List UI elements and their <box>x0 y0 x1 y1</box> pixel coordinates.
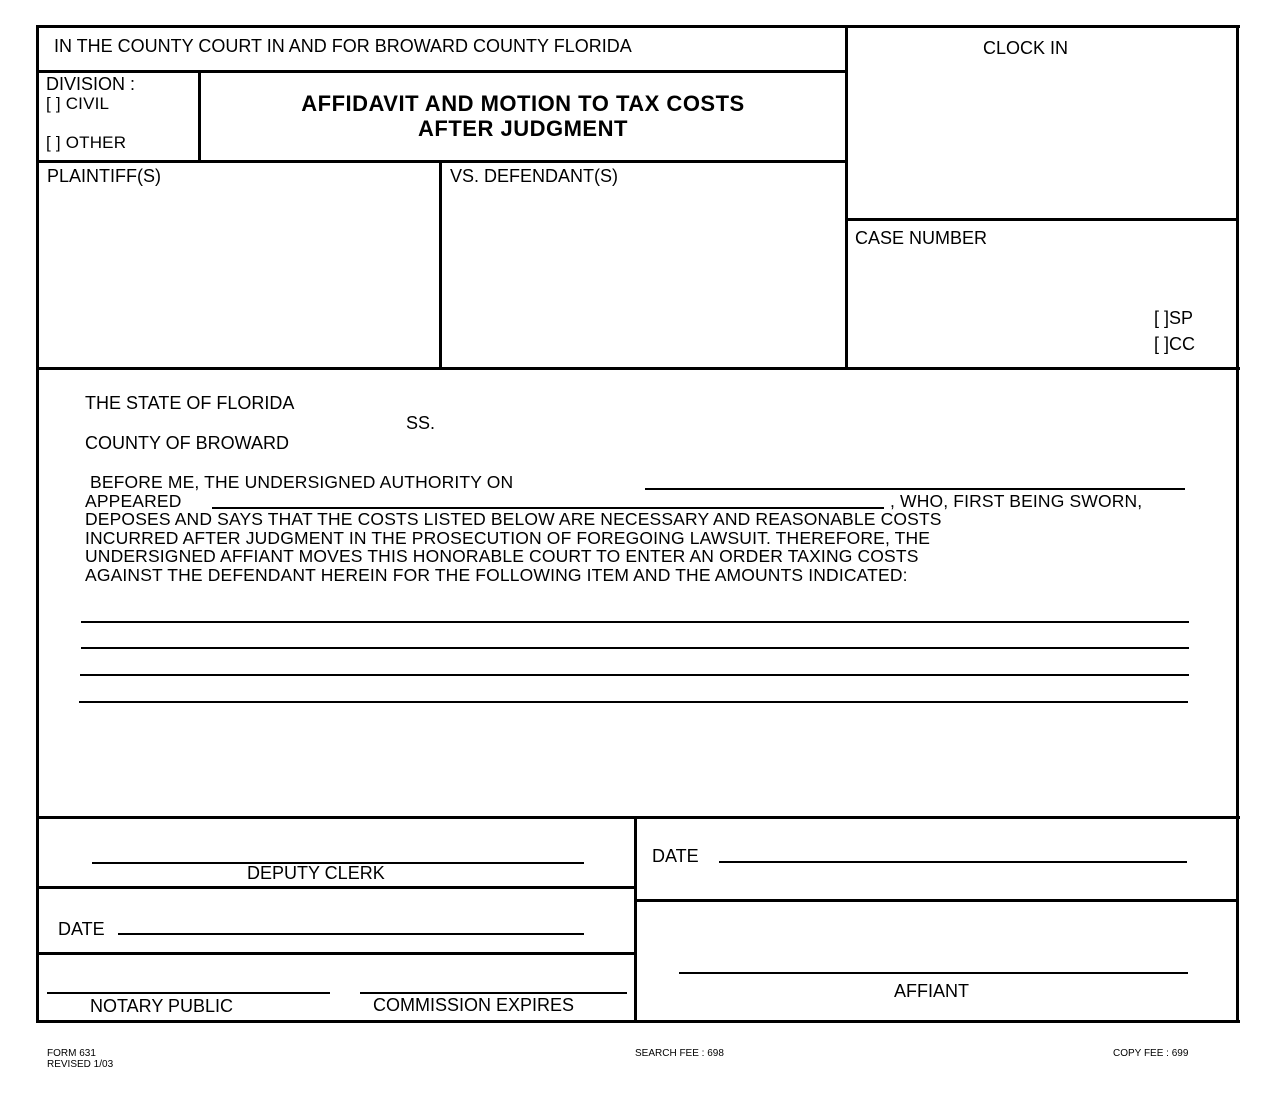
signature-section-top-divider <box>36 816 1240 819</box>
date-left-field[interactable] <box>118 933 584 935</box>
form-title-line-2: AFTER JUDGMENT <box>418 116 628 141</box>
deputy-clerk-bottom-divider <box>36 886 637 889</box>
affidavit-line-1-text: BEFORE ME, THE UNDERSIGNED AUTHORITY ON <box>90 472 514 492</box>
case-number-field[interactable] <box>852 252 1142 302</box>
form-title <box>202 91 844 141</box>
signature-center-divider <box>634 816 637 1023</box>
court-heading: IN THE COUNTY COURT IN AND FOR BROWARD COUNTY FLORIDA <box>54 36 632 56</box>
copy-fee: COPY FEE : 699 <box>1113 1048 1189 1059</box>
case-type-sp-checkbox[interactable]: [ ]SP <box>1154 308 1194 328</box>
affidavit-text <box>85 473 942 585</box>
division-divider <box>198 70 201 163</box>
cost-item-line-2[interactable] <box>81 647 1189 649</box>
division-label: DIVISION : <box>46 74 136 94</box>
affidavit-line-2-end: , WHO, FIRST BEING SWORN, <box>890 490 1143 511</box>
defendant-label: VS. DEFENDANT(S) <box>450 166 619 186</box>
form-number: FORM 631 <box>47 1048 96 1059</box>
case-number-label: CASE NUMBER <box>855 228 988 248</box>
cost-item-line-1[interactable] <box>81 621 1189 623</box>
case-number-top-divider <box>845 218 1239 221</box>
parties-divider <box>439 160 442 370</box>
case-type-cc-checkbox[interactable]: [ ]CC <box>1154 334 1196 354</box>
notary-public-label: NOTARY PUBLIC <box>90 996 234 1016</box>
authority-date-field[interactable] <box>645 488 1185 490</box>
clock-in-label: CLOCK IN <box>983 38 1069 58</box>
venue-state: THE STATE OF FLORIDA <box>85 393 295 413</box>
division-civil-checkbox[interactable]: [ ] CIVIL <box>46 94 110 113</box>
search-fee: SEARCH FEE : 698 <box>635 1048 724 1059</box>
venue-county: COUNTY OF BROWARD <box>85 433 290 453</box>
appeared-name-field[interactable] <box>212 507 884 509</box>
deputy-clerk-label: DEPUTY CLERK <box>247 863 385 883</box>
affiant-signature-line[interactable] <box>679 972 1188 974</box>
date-left-label: DATE <box>58 919 105 939</box>
cost-item-line-3[interactable] <box>80 674 1189 676</box>
plaintiff-field[interactable] <box>42 190 436 364</box>
date-right-field[interactable] <box>719 861 1187 863</box>
form-revised: REVISED 1/03 <box>47 1059 114 1070</box>
parties-bottom-divider <box>36 367 1240 370</box>
header-divider <box>36 70 848 73</box>
form-title-line-1: AFFIDAVIT AND MOTION TO TAX COSTS <box>301 91 745 116</box>
affidavit-line-3: DEPOSES AND SAYS THAT THE COSTS LISTED BELOW ARE NECESSARY AND REASONABLE COSTS <box>85 509 942 530</box>
plaintiff-label: PLAINTIFF(S) <box>47 166 162 186</box>
frame-right-border <box>1236 25 1239 1023</box>
clock-in-divider <box>845 25 848 370</box>
venue-ss: SS. <box>406 413 436 433</box>
commission-expires-line[interactable] <box>360 992 627 994</box>
affidavit-line-6: AGAINST THE DEFENDANT HEREIN FOR THE FOLLOWING ITEM AND THE AMOUNTS INDICATED: <box>85 564 908 585</box>
division-other-checkbox[interactable]: [ ] OTHER <box>46 133 127 152</box>
affidavit-line-5: UNDERSIGNED AFFIANT MOVES THIS HONORABLE COURT TO ENTER AN ORDER TAXING COSTS <box>85 546 919 567</box>
defendant-field[interactable] <box>445 190 842 364</box>
date-right-label: DATE <box>652 846 699 866</box>
affidavit-line-2-start: APPEARED <box>85 490 182 511</box>
frame-top-border <box>36 25 1240 28</box>
notary-public-signature-line[interactable] <box>47 992 330 994</box>
affiant-label: AFFIANT <box>894 981 969 1001</box>
frame-bottom-border <box>36 1020 1240 1023</box>
frame-left-border <box>36 25 39 1023</box>
commission-expires-label: COMMISSION EXPIRES <box>373 995 575 1015</box>
cost-item-line-4[interactable] <box>79 701 1188 703</box>
affidavit-line-4: INCURRED AFTER JUDGMENT IN THE PROSECUTION OF FOREGOING LAWSUIT. THEREFORE, THE <box>85 527 931 548</box>
date-right-bottom-divider <box>634 899 1239 902</box>
title-bottom-divider <box>36 160 848 163</box>
date-left-bottom-divider <box>36 952 637 955</box>
